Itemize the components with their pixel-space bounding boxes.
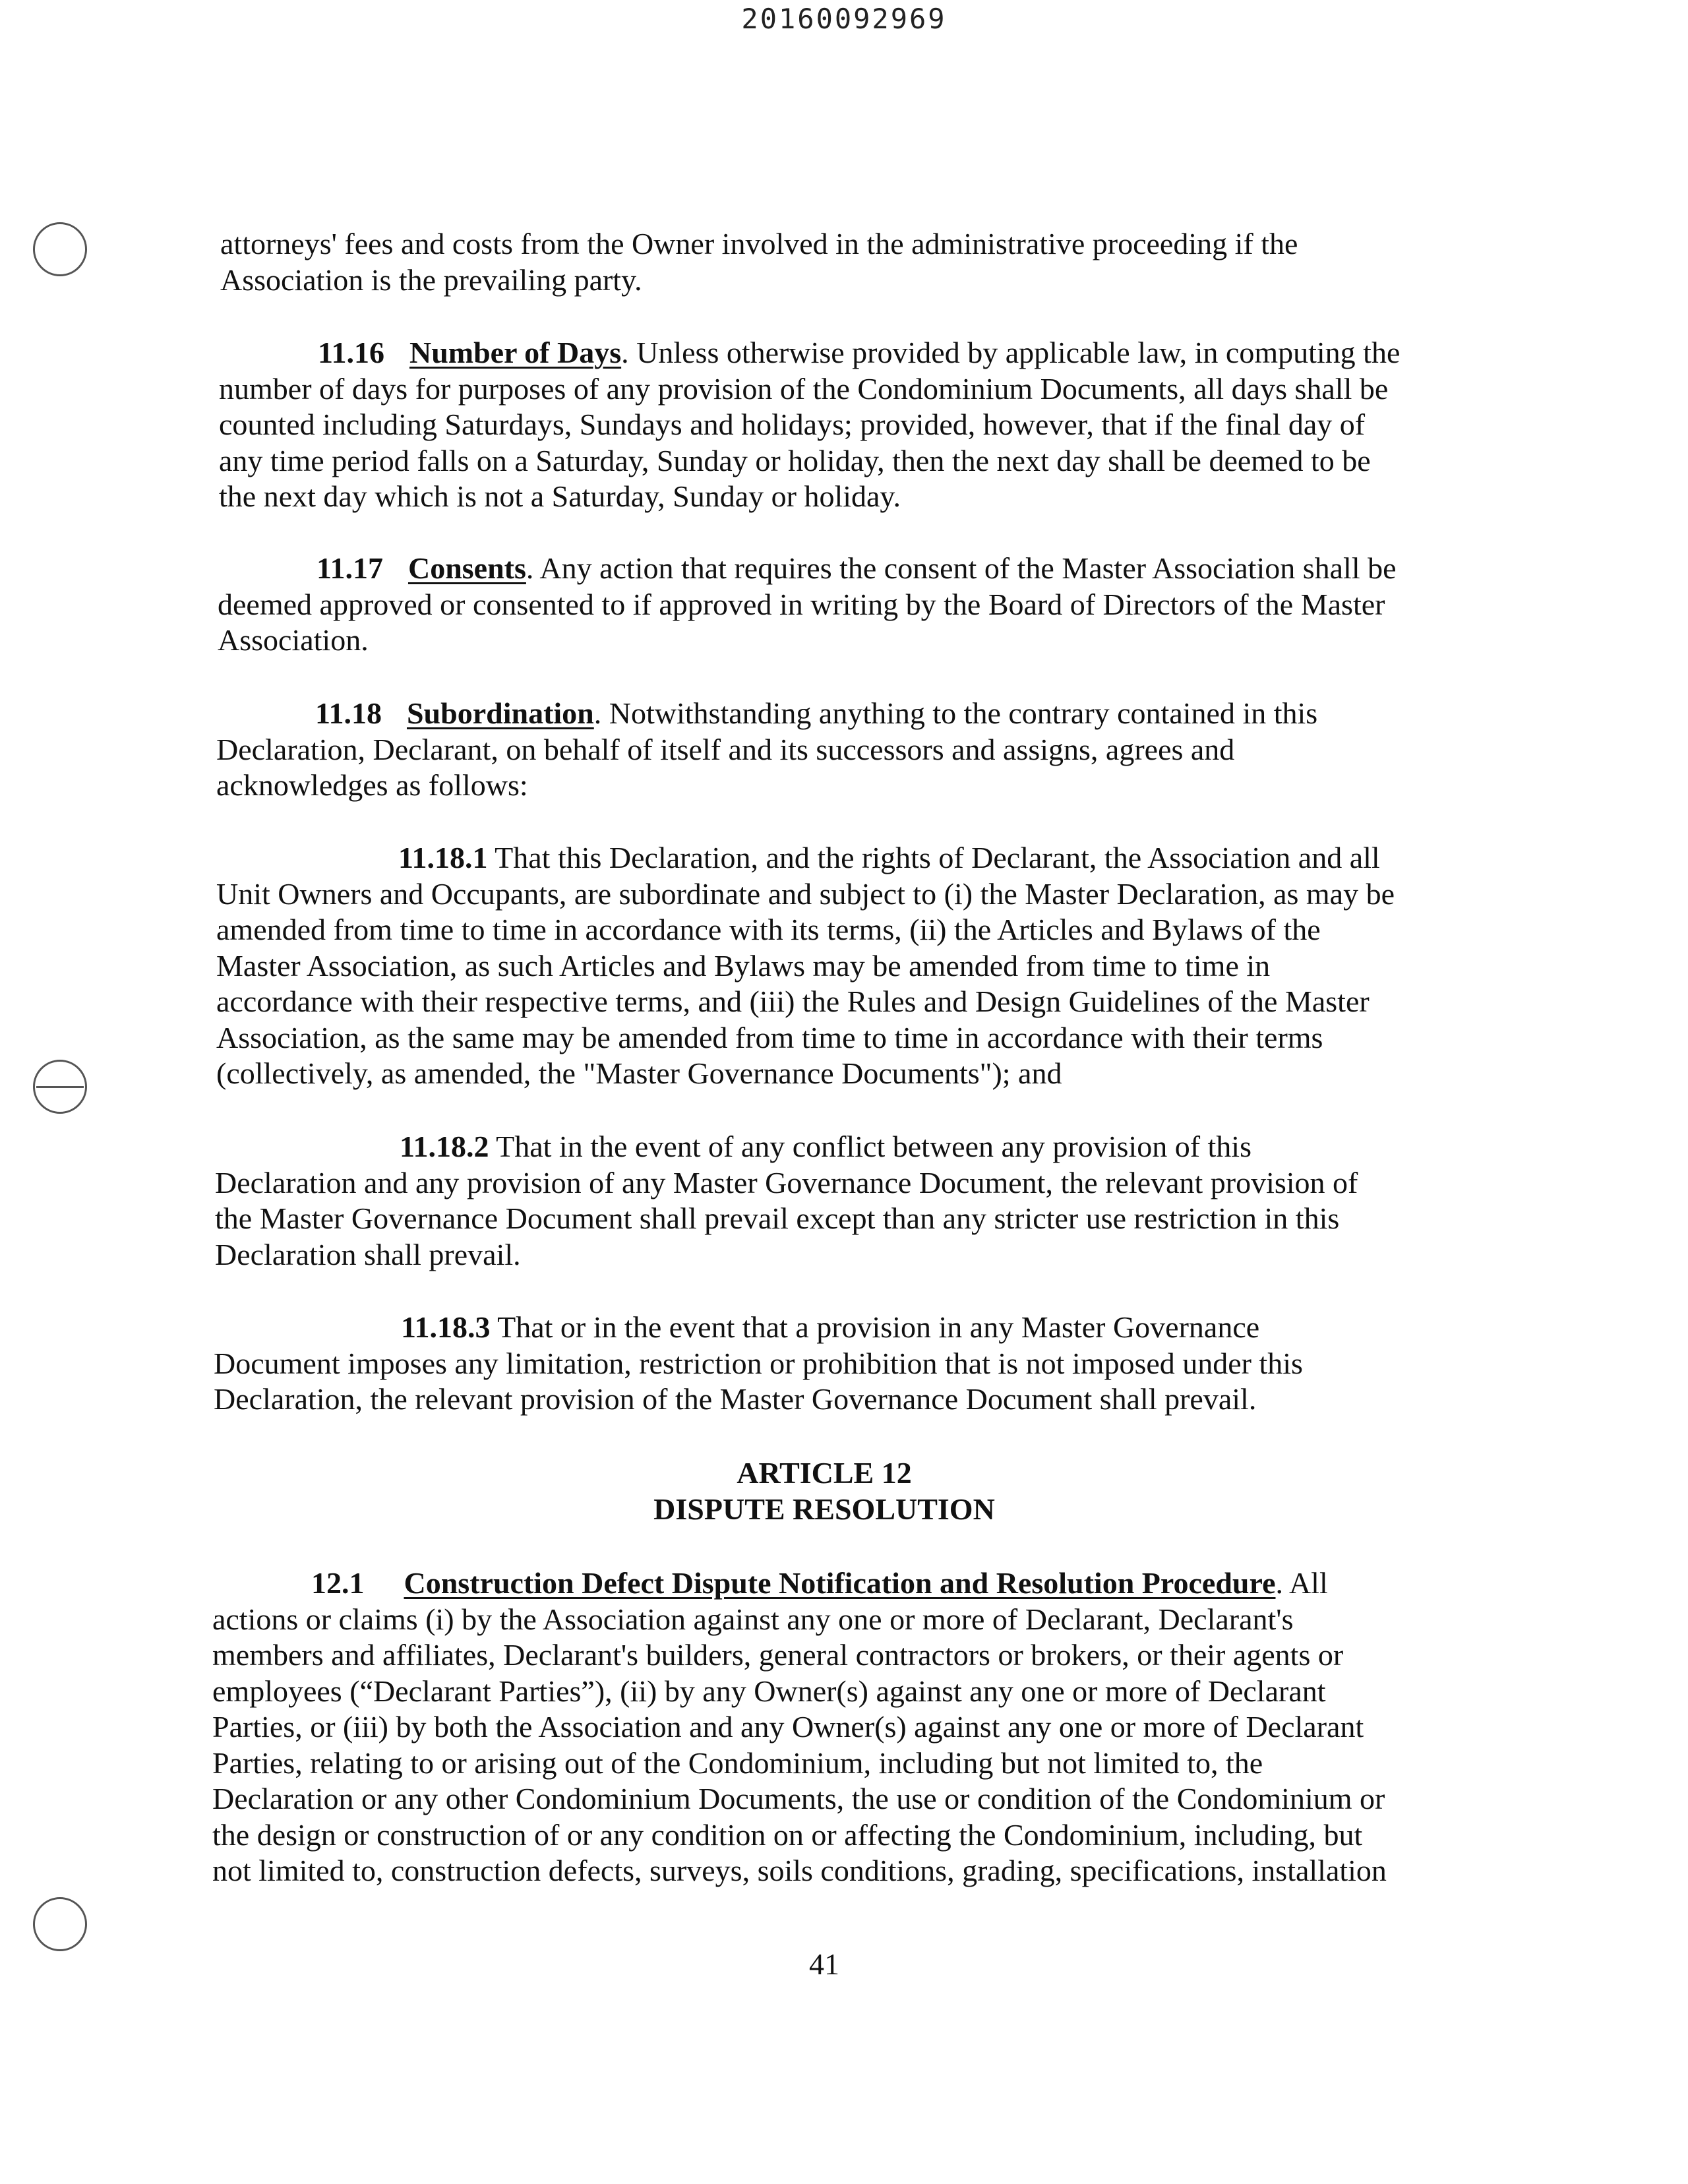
text-line: That or in the event that a provision in any Master Governance (490, 1310, 1260, 1344)
text-line: not limited to, construction defects, surveys, soils conditions, grading, specifications, installation (212, 1854, 1387, 1887)
punch-hole-top (33, 222, 87, 276)
text-line: Parties, or (iii) by both the Association and any Owner(s) against any one or more of Declarant (212, 1710, 1364, 1744)
section-11-18-2 (215, 1129, 1494, 1273)
text-line: Declaration, Declarant, on behalf of itself and its successors and assigns, agrees and (216, 732, 1235, 766)
text-line: Association. (218, 623, 369, 657)
text-line: Declaration shall prevail. (215, 1237, 521, 1271)
continuation-paragraph (220, 226, 1499, 298)
text-line: (collectively, as amended, the "Master Governance Documents"); and (216, 1056, 1062, 1090)
article-subtitle: DISPUTE RESOLUTION (653, 1492, 995, 1526)
text-line: any time period falls on a Saturday, Sunday or holiday, then the next day shall be deemed to be (219, 443, 1371, 477)
punch-hole-middle (33, 1060, 87, 1114)
text-line: Declaration, the relevant provision of the Master Governance Document shall prevail. (214, 1382, 1257, 1416)
text-line: Parties, relating to or arising out of the Condominium, including but not limited to, the (212, 1745, 1263, 1780)
section-heading: Subordination (406, 696, 594, 730)
text-line: . Notwithstanding anything to the contrary contained in this (593, 696, 1318, 730)
section-11-18-1 (216, 840, 1495, 1092)
punch-hole-bottom (33, 1897, 87, 1951)
text-line: Document imposes any limitation, restriction or prohibition that is not imposed under this (214, 1346, 1303, 1380)
text-line: the design or construction of or any condition on or affecting the Condominium, including, but (212, 1817, 1363, 1852)
section-heading: Number of Days (409, 336, 622, 369)
text-line: . All (1275, 1566, 1328, 1600)
article-title: ARTICLE 12 (737, 1456, 912, 1490)
text-line: deemed approved or consented to if approved in writing by the Board of Directors of the Master (218, 587, 1385, 621)
page-number: 41 (809, 1947, 839, 1981)
text-line: employees (“Declarant Parties”), (ii) by any Owner(s) against any one or more of Declarant (212, 1674, 1326, 1708)
section-heading: Consents (407, 551, 526, 585)
text-line: Unit Owners and Occupants, are subordinate and subject to (i) the Master Declaration, as may be (216, 876, 1395, 911)
text-line: Declaration and any provision of any Master Governance Document, the relevant provision of (215, 1165, 1358, 1199)
section-12-1 (212, 1565, 1492, 1889)
text-line: . Unless otherwise provided by applicable law, in computing the (621, 336, 1401, 369)
section-11-16 (219, 335, 1498, 515)
text-line: the next day which is not a Saturday, Sunday or holiday. (219, 479, 901, 513)
section-11-18 (216, 696, 1495, 804)
text-line: counted including Saturdays, Sundays and holidays; provided, however, that if the final day of (219, 408, 1366, 441)
section-number: 12.1 (311, 1566, 365, 1600)
document-number: 20160092969 (741, 3, 947, 35)
text-line: Association, as the same may be amended from time to time in accordance with their terms (216, 1020, 1323, 1054)
text-line: number of days for purposes of any provision of the Condominium Documents, all days shall be (219, 371, 1389, 406)
text-line: amended from time to time in accordance with its terms, (ii) the Articles and Bylaws of the (216, 913, 1321, 946)
section-number: 11.18 (315, 696, 382, 730)
section-number: 11.18.3 (401, 1310, 491, 1344)
text-line: acknowledges as follows: (216, 768, 528, 802)
text-line: actions or claims (i) by the Association against any one or more of Declarant, Declarant's (212, 1602, 1294, 1636)
section-number: 11.18.2 (400, 1130, 489, 1163)
text-line: the Master Governance Document shall prevail except than any stricter use restriction in this (215, 1201, 1340, 1235)
text-line: attorneys' fees and costs from the Owner involved in the administrative proceeding if the (220, 227, 1298, 260)
text-line: Association is the prevailing party. (220, 262, 642, 297)
text-line: Master Association, as such Articles and Bylaws may be amended from time to time in (216, 948, 1271, 983)
section-11-18-3 (214, 1310, 1493, 1418)
text-line: That this Declaration, and the rights of Declarant, the Association and all (487, 841, 1380, 874)
text-line: . Any action that requires the consent of the Master Association shall be (526, 551, 1397, 585)
text-line: That in the event of any conflict between any provision of this (489, 1130, 1251, 1163)
text-line: members and affiliates, Declarant's builders, general contractors or brokers, or their agents or (212, 1638, 1344, 1672)
section-heading: Construction Defect Dispute Notification and Resolution Procedure (404, 1566, 1276, 1600)
text-line: accordance with their respective terms, and (iii) the Rules and Design Guidelines of the Master (216, 985, 1370, 1018)
section-number: 11.18.1 (398, 841, 488, 874)
section-number: 11.17 (316, 551, 383, 585)
text-line: Declaration or any other Condominium Documents, the use or condition of the Condominium or (212, 1782, 1385, 1815)
section-11-17 (218, 551, 1497, 659)
section-number: 11.16 (318, 336, 384, 369)
